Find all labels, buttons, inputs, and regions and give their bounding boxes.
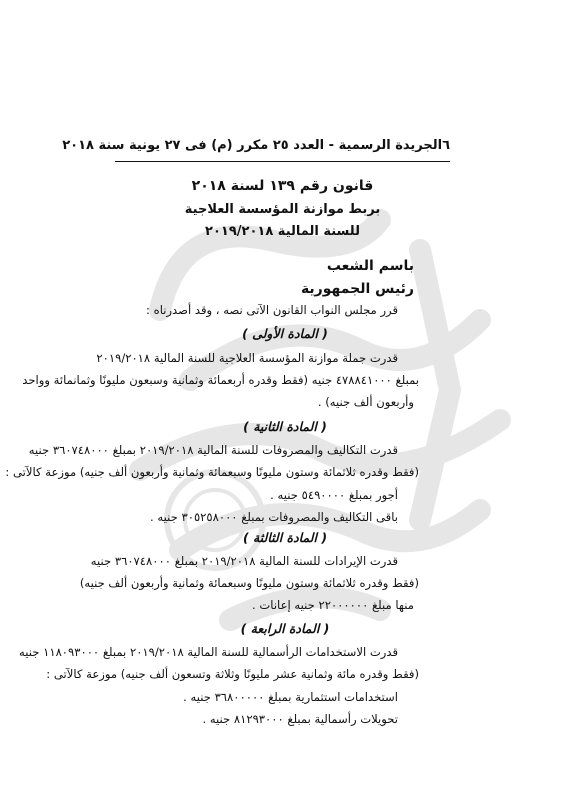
article-line: وأربعون ألف جنيه) . bbox=[317, 395, 414, 409]
article-line: قدرت جملة موازنة المؤسسة العلاجية للسنة المالية ٢٠١٩/٢٠١٨ bbox=[96, 351, 398, 365]
article-heading: ( المادة الثانية ) bbox=[243, 419, 327, 434]
article-line: بمبلغ ٤٧٨٨٤١٠٠٠ جنيه (فقط وقدره أربعمائة وثمانية وسبعون مليونًا وثمانمائة وواحد bbox=[22, 373, 419, 387]
page-header bbox=[62, 138, 450, 153]
article-line: أجور بمبلغ ٥٤٩٠٠٠٠ جنيه . bbox=[270, 488, 398, 502]
header-divider bbox=[115, 161, 450, 162]
article-line: (فقط وقدره مائة وثمانية عشر مليونًا وثلاثة وتسعون ألف جنيه) موزعة كالآتى : bbox=[46, 667, 419, 681]
decree-line: قرر مجلس النواب القانون الآتى نصه ، وقد أصدرناه : bbox=[146, 303, 398, 317]
article-line: (فقط وقدره ثلاثمائة وستون مليونًا وسبعمائة وثمانية وأربعون ألف جنيه) موزعة كالآتى : bbox=[5, 465, 419, 479]
article-line: (فقط وقدره ثلاثمائة وستون مليونًا وسبعمائة وثمانية وأربعون ألف جنيه) bbox=[79, 576, 419, 590]
article-line: منها مبلغ ٢٢٠٠٠٠٠٠ جنيه إعانات . bbox=[252, 598, 414, 612]
article-heading: ( المادة الثالثة ) bbox=[242, 530, 328, 545]
page-number: ٦ bbox=[442, 138, 450, 153]
law-fiscal-year: للسنة المالية ٢٠١٩/٢٠١٨ bbox=[205, 224, 360, 239]
article-line: باقى التكاليف والمصروفات بمبلغ ٣٠٥٢٥٨٠٠٠ جنيه . bbox=[150, 510, 398, 524]
running-title: الجريدة الرسمية - العدد ٢٥ مكرر (م) فى ٢٧ يونية سنة ٢٠١٨ bbox=[62, 138, 443, 153]
article-line: قدرت الإيرادات للسنة المالية ٢٠١٩/٢٠١٨ بمبلغ ٣٦٠٧٤٨٠٠٠ جنيه bbox=[90, 554, 398, 568]
article-line: تحويلات رأسمالية بمبلغ ٨١٢٩٣٠٠٠ جنيه . bbox=[202, 712, 398, 726]
article-heading: ( المادة الأولى ) bbox=[242, 326, 328, 341]
in-name-of-people: باسم الشعب bbox=[326, 258, 414, 274]
article-line: استخدامات استثمارية بمبلغ ٣٦٨٠٠٠٠٠ جنيه . bbox=[183, 690, 398, 704]
law-subtitle: بربط موازنة المؤسسة العلاجية bbox=[184, 202, 381, 217]
law-title: قانون رقم ١٣٩ لسنة ٢٠١٨ bbox=[191, 178, 374, 194]
president-title: رئيس الجمهورية bbox=[300, 281, 414, 297]
article-heading: ( المادة الرابعة ) bbox=[240, 621, 330, 636]
article-line: قدرت التكاليف والمصروفات للسنة المالية ٢٠١٩/٢٠١٨ بمبلغ ٣٦٠٧٤٨٠٠٠ جنيه bbox=[28, 443, 398, 457]
article-line: قدرت الاستخدامات الرأسمالية للسنة المالية ٢٠١٩/٢٠١٨ بمبلغ ١١٨٠٩٣٠٠٠ جنيه bbox=[19, 645, 398, 659]
